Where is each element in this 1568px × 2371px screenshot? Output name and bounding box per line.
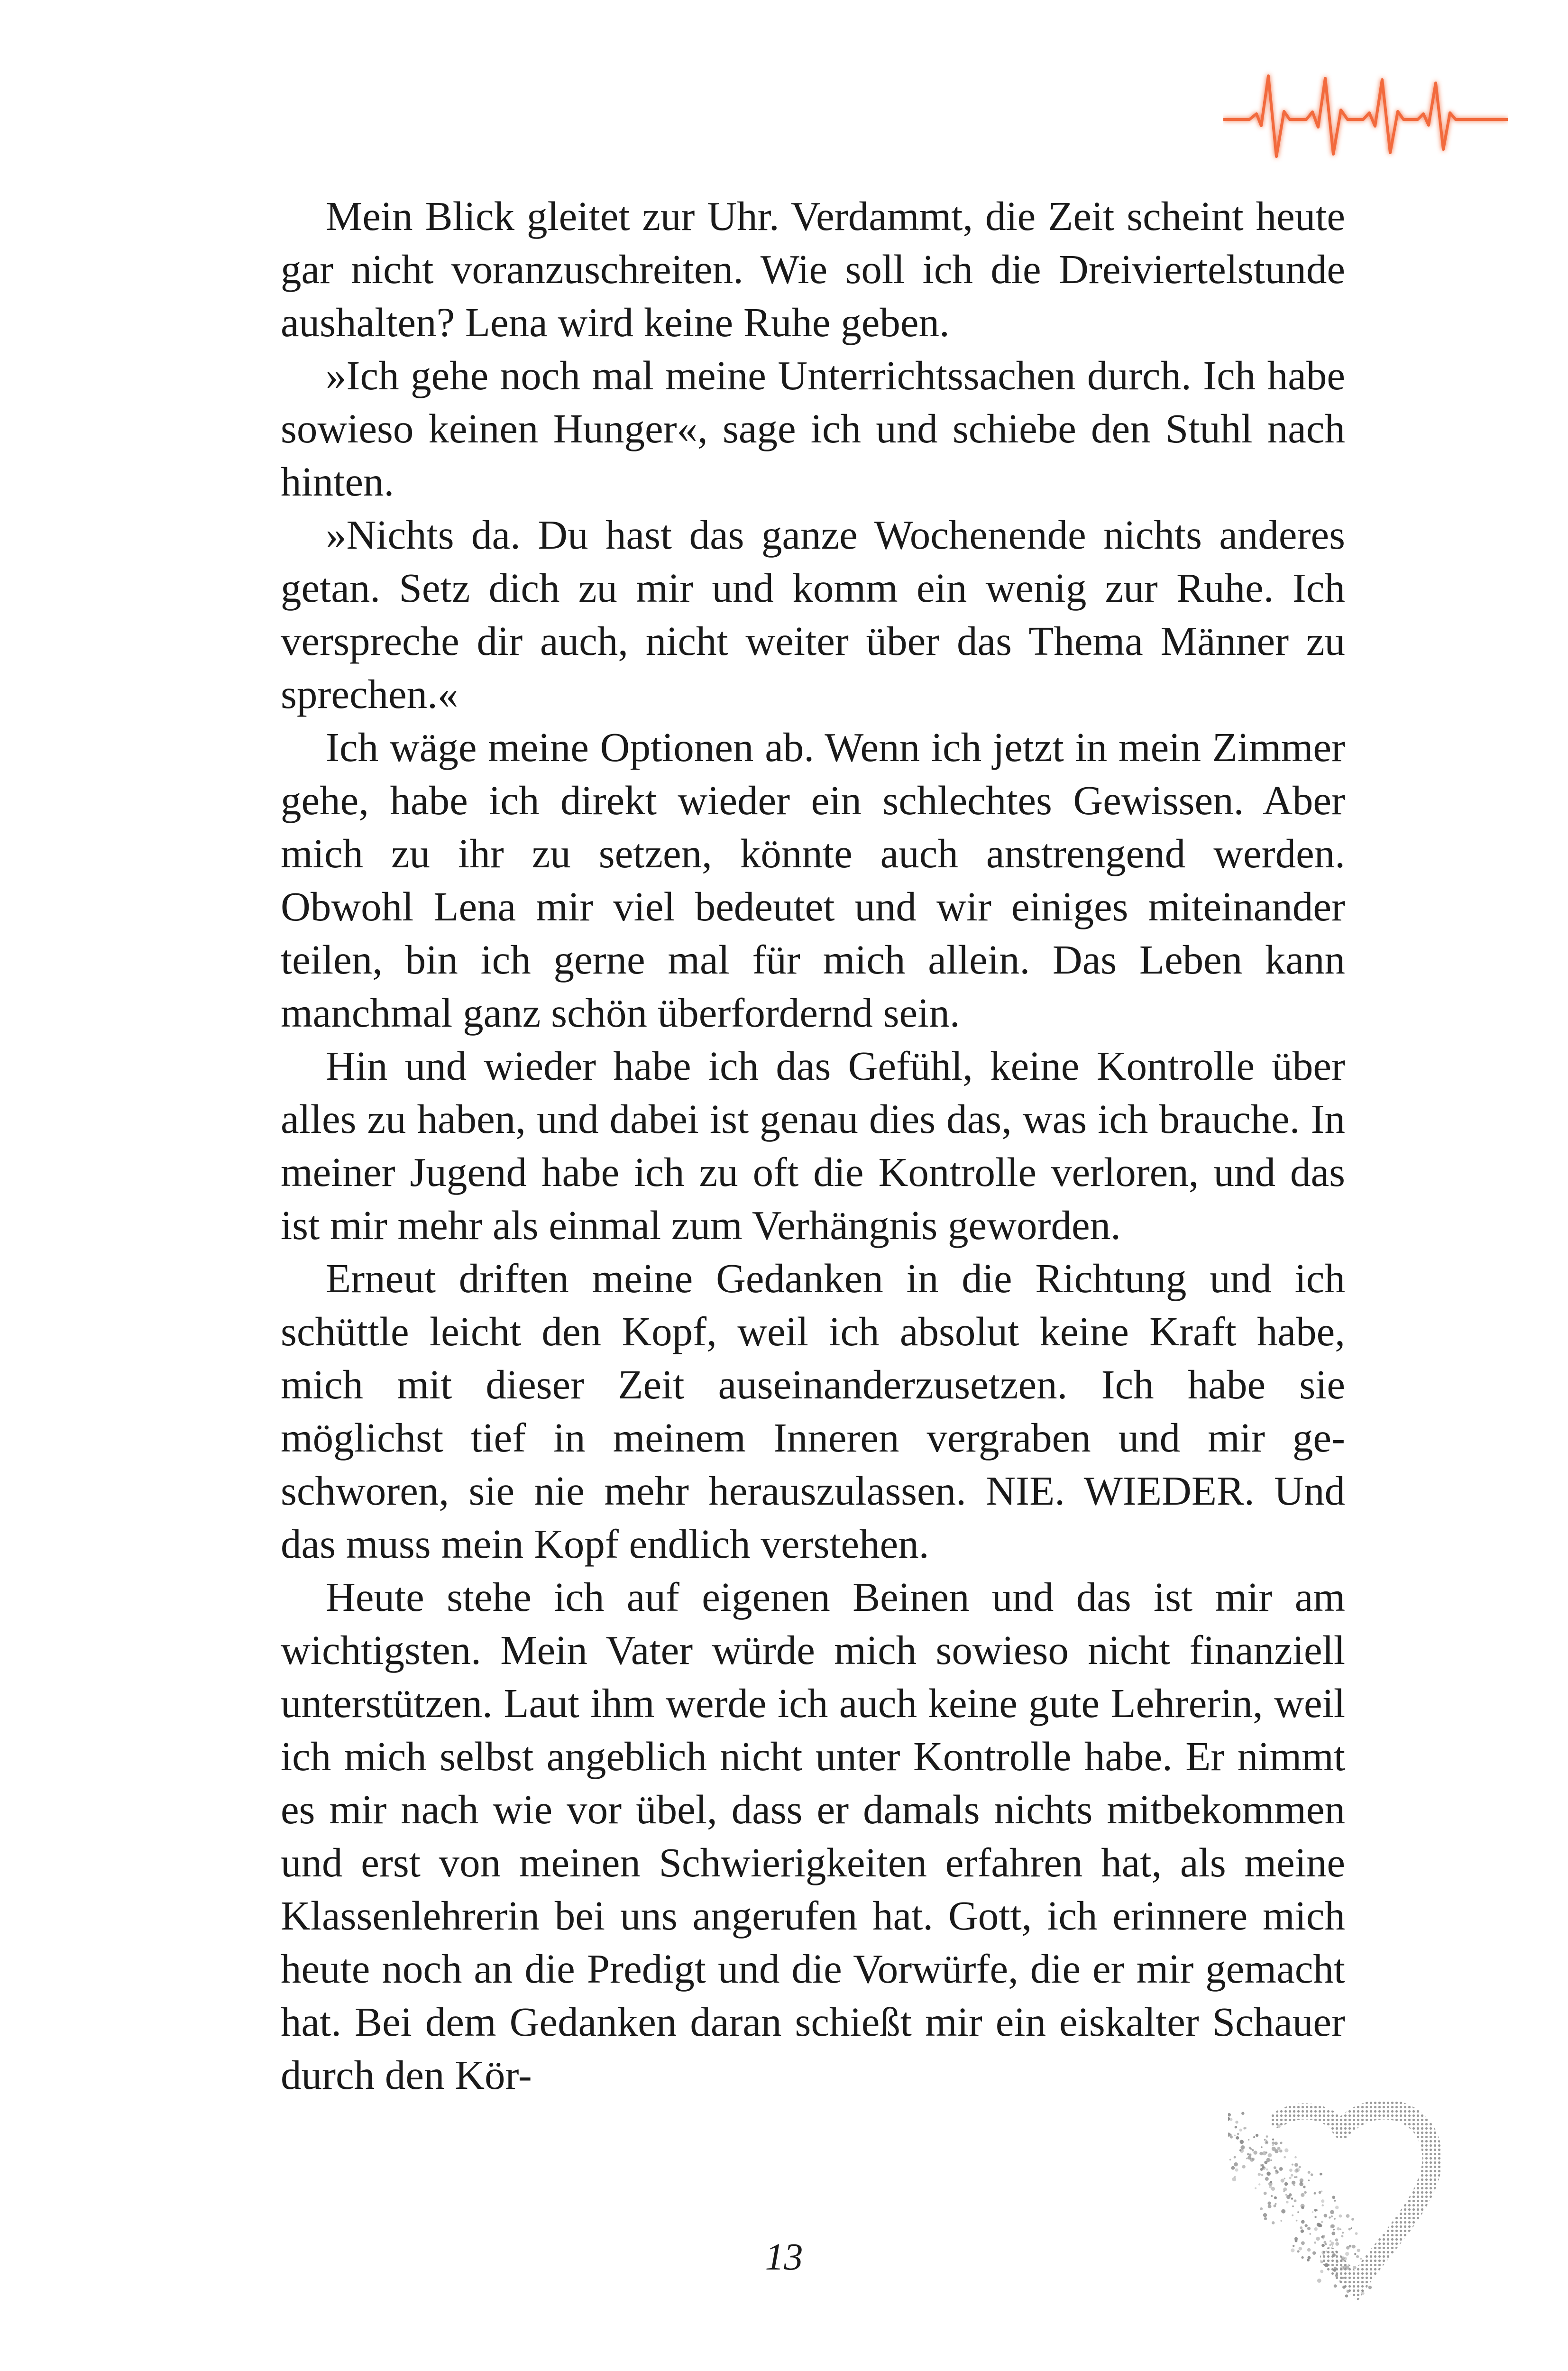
scatter-dot [1264, 2192, 1267, 2195]
scatter-dot [1248, 2139, 1249, 2141]
scatter-dot [1300, 2226, 1302, 2229]
scatter-dot [1296, 2220, 1298, 2222]
scatter-dot [1340, 2228, 1342, 2230]
scatter-dot [1277, 2124, 1281, 2128]
scatter-dot [1332, 2196, 1335, 2199]
scatter-dot [1342, 2286, 1346, 2289]
scatter-dot [1235, 2126, 1238, 2129]
scatter-dot [1275, 2141, 1278, 2145]
scatter-dot [1261, 2146, 1263, 2148]
scatter-dot [1261, 2164, 1264, 2167]
scatter-dot [1296, 2168, 1300, 2172]
scatter-dot [1280, 2141, 1283, 2144]
heartbeat-line-icon [1223, 66, 1508, 166]
scatter-dot [1234, 2156, 1236, 2159]
scatter-dot [1342, 2232, 1344, 2233]
scatter-dot [1235, 2121, 1238, 2123]
scatter-dot [1355, 2232, 1358, 2235]
scatter-dot [1264, 2217, 1267, 2220]
scatter-dot [1266, 2158, 1271, 2162]
scatter-dot [1256, 2134, 1257, 2136]
paragraph: Erneut driften meine Gedanken in die Richtung und ich schüttle leicht den Kopf, weil ich absolut keine Kraft habe, mich mit dieser Zeit auseinanderzusetzen. Ich habe sie möglichst tief in meinem Inneren vergraben und mir geschworen, sie nie mehr herauszulassen. NIE. WIEDER. Und das muss mein Kopf endlich verstehen. [281, 1255, 1345, 1567]
paragraph: »Ich gehe noch mal meine Unterrichtssachen durch. Ich habe sowieso keinen Hunger«, sage ich und schiebe den Stuhl nach hinten. [281, 352, 1345, 505]
scatter-dot [1249, 2153, 1252, 2156]
scatter-dot [1321, 2221, 1323, 2223]
scatter-dot [1266, 2135, 1268, 2138]
scatter-dot [1266, 2172, 1271, 2176]
scatter-dot [1319, 2224, 1322, 2227]
scatter-dot [1264, 2139, 1266, 2141]
scatter-dot [1314, 2227, 1318, 2231]
scatter-dot [1239, 2129, 1242, 2132]
paragraph: Hin und wieder habe ich das Gefühl, keine Kontrolle über alles zu haben, und dabei ist genau dies das, was ich brauche. In meiner Jugend habe ich zu oft die Kontrolle verloren, und das ist mir mehr als einmal zum Verhängnis geworden. [281, 1043, 1345, 1248]
scatter-dot [1292, 2181, 1295, 2185]
scatter-dot [1301, 2229, 1304, 2233]
scatter-dot [1335, 2206, 1339, 2209]
scatter-dot [1266, 2169, 1268, 2171]
scatter-dot [1368, 2286, 1372, 2289]
scatter-dot [1280, 2220, 1282, 2222]
scatter-dot [1285, 2184, 1287, 2186]
scatter-dot [1330, 2210, 1334, 2215]
scatter-dot [1347, 2290, 1350, 2293]
scatter-dot [1255, 2187, 1256, 2189]
scatter-dot [1229, 2159, 1231, 2161]
scatter-dot [1351, 2218, 1354, 2221]
scatter-dot [1266, 2140, 1267, 2141]
scatter-dot [1240, 2145, 1245, 2150]
scatter-dot [1258, 2183, 1260, 2185]
scatter-dot [1253, 2136, 1255, 2138]
scatter-dot [1301, 2193, 1304, 2197]
scatter-dot [1294, 2156, 1297, 2159]
scatter-dot [1266, 2141, 1268, 2143]
scatter-dot [1271, 2187, 1275, 2191]
scatter-dot [1301, 2206, 1304, 2209]
scatter-dot [1334, 2200, 1336, 2202]
scatter-dot [1292, 2215, 1293, 2216]
scatter-dot [1272, 2147, 1276, 2151]
scatter-dot [1285, 2194, 1287, 2196]
scatter-dot [1270, 2160, 1272, 2161]
scatter-dot [1274, 2166, 1276, 2169]
scatter-dot [1317, 2279, 1321, 2283]
scatter-dot [1339, 2215, 1342, 2218]
scatter-dot [1308, 2171, 1311, 2174]
scatter-dot [1334, 2284, 1337, 2288]
scatter-dot [1265, 2177, 1269, 2181]
scatter-dot [1268, 2205, 1272, 2208]
scatter-dot [1292, 2164, 1293, 2166]
scatter-dot [1283, 2190, 1285, 2192]
scatter-dot [1311, 2173, 1313, 2176]
scatter-dot [1280, 2168, 1283, 2170]
scatter-dot [1271, 2195, 1273, 2197]
scatter-dot [1268, 2153, 1272, 2158]
body-text [281, 190, 1345, 2102]
scatter-dot [1351, 2227, 1352, 2229]
scatter-dot [1234, 2162, 1238, 2167]
scatter-dot [1252, 2149, 1254, 2151]
scatter-dot [1297, 2211, 1299, 2213]
scatter-dot [1262, 2151, 1266, 2155]
scatter-dot [1230, 2118, 1233, 2121]
scatter-dot [1312, 2211, 1314, 2213]
scatter-dot [1274, 2196, 1277, 2199]
scatter-dot [1239, 2149, 1242, 2151]
scatter-dot [1274, 2205, 1276, 2207]
scatter-dot [1334, 2218, 1336, 2220]
scatter-dot [1277, 2147, 1281, 2150]
scatter-dot [1346, 2214, 1350, 2218]
scatter-dot [1331, 2232, 1335, 2235]
scatter-dot [1241, 2112, 1244, 2115]
scatter-dot [1240, 2140, 1244, 2144]
scatter-dot [1267, 2202, 1271, 2205]
scatter-dot [1260, 2207, 1263, 2210]
page-number: 13 [765, 2236, 803, 2278]
scatter-dot [1247, 2156, 1251, 2160]
scatter-dot [1319, 2191, 1321, 2194]
scatter-dot [1231, 2166, 1235, 2170]
scatter-dot [1270, 2181, 1272, 2183]
scatter-dot [1305, 2224, 1308, 2227]
paragraph: Mein Blick gleitet zur Uhr. Verdammt, die Zeit scheint heute gar nicht voranzuschreiten. Wie soll ich die Dreiviertelstunde aushalten? Lena wird keine Ruhe geben. [281, 193, 1345, 345]
paragraph: »Nichts da. Du hast das ganze Wochenende nichts anderes getan. Setz dich zu mir und komm ein wenig zur Ruhe. Ich verspreche dir auch, nicht weiter über das Thema Männer zu sprechen.« [281, 512, 1345, 717]
scatter-dot [1289, 2193, 1292, 2196]
scatter-dot [1272, 2145, 1274, 2146]
scatter-dot [1289, 2177, 1292, 2179]
scatter-dot [1263, 2213, 1267, 2217]
scatter-dot [1275, 2171, 1278, 2174]
paragraph: Ich wäge meine Optionen ab. Wenn ich jetzt in mein Zimmer gehe, habe ich direkt wieder ein schlechtes Gewissen. Aber mich zu ihr zu setzen, könnte auch anstrengend werden. Obwohl Lena mir viel bedeutet und wir einiges miteinander teilen, bin ich gerne mal für mich allein. Das Leben kann manchmal ganz schön überfordernd sein. [281, 724, 1345, 1036]
scatter-dot [1310, 2233, 1311, 2234]
scatter-dot [1339, 2280, 1342, 2283]
scatter-dot [1242, 2165, 1245, 2169]
scatter-dot [1234, 2135, 1236, 2136]
scatter-dot [1299, 2166, 1301, 2169]
scatter-dot [1249, 2147, 1251, 2149]
scatter-dot [1237, 2133, 1239, 2135]
scatter-dot [1284, 2148, 1288, 2152]
scatter-dot [1253, 2150, 1257, 2154]
scatter-dot [1314, 2192, 1316, 2195]
scatter-dot [1235, 2169, 1238, 2172]
scatter-dot [1246, 2158, 1247, 2159]
scatter-dot [1294, 2199, 1297, 2202]
scatter-dot [1314, 2216, 1317, 2218]
scatter-dot [1301, 2220, 1305, 2224]
scatter-dot [1294, 2163, 1298, 2167]
scatter-dot [1345, 2295, 1348, 2297]
scatter-dot [1228, 2117, 1230, 2121]
heartbeat-path [1223, 76, 1508, 156]
scatter-dot [1284, 2178, 1285, 2179]
scatter-dot [1321, 2199, 1324, 2203]
scatter-dot [1337, 2227, 1340, 2231]
scatter-dot [1304, 2191, 1307, 2194]
scatter-dot [1234, 2176, 1236, 2178]
scatter-dot [1307, 2227, 1311, 2230]
scatter-dot [1324, 2214, 1328, 2218]
scatter-dot [1252, 2158, 1255, 2160]
scatter-dot [1230, 2136, 1233, 2139]
scatter-dot [1316, 2209, 1318, 2211]
scatter-dot [1294, 2176, 1296, 2178]
scatter-dot [1272, 2221, 1275, 2224]
paragraph: Heute stehe ich auf eigenen Beinen und das ist mir am wichtigsten. Mein Vater würde mich sowieso nicht finanziell unterstützen. Laut ihm werde ich auch keine gute Lehrerin, weil ich mich selbst angeblich nicht unter Kontrolle habe. Er nimmt es mir nach wie vor übel, dass er damals nichts mitbekommen und erst von meinen Schwierigkeiten erfahren hat, als meine Klassenlehrerin bei uns angerufen hat. Gott, ich erinnere mich heute noch an die Predigt und die Vorwürfe, die er mir gemacht hat. Bei dem Gedanken daran schießt mir ein eiskalter Schauer durch den Kör- [281, 1574, 1345, 2098]
scatter-dot [1320, 2173, 1322, 2176]
scatter-dot [1308, 2179, 1310, 2181]
scatter-dot [1300, 2181, 1302, 2184]
scatter-dot [1331, 2224, 1335, 2228]
scatter-dot [1272, 2141, 1275, 2144]
scatter-dot [1333, 2229, 1335, 2231]
scatter-dot [1291, 2197, 1293, 2200]
scatter-dot [1292, 2206, 1294, 2207]
scatter-dot [1258, 2173, 1261, 2176]
scatter-dot [1348, 2228, 1351, 2230]
scatter-dot [1244, 2127, 1247, 2129]
scatter-dot [1321, 2204, 1324, 2206]
scatter-dot [1289, 2169, 1293, 2172]
scatter-dot [1272, 2139, 1274, 2141]
scatter-dot [1228, 2113, 1231, 2116]
scatter-dot [1260, 2168, 1263, 2171]
scatter-dot [1232, 2177, 1236, 2181]
scatter-dot [1281, 2209, 1285, 2214]
scatter-dot [1361, 2292, 1365, 2295]
scatter-dot [1291, 2174, 1293, 2177]
scatter-dot [1279, 2150, 1283, 2153]
scatter-dot [1281, 2179, 1284, 2183]
scatter-dot [1331, 2215, 1333, 2217]
scatter-dot [1329, 2216, 1331, 2219]
scatter-dot [1293, 2185, 1295, 2187]
scatter-dot [1284, 2156, 1286, 2159]
scatter-dot [1236, 2136, 1239, 2140]
scatter-dot [1303, 2186, 1305, 2188]
scatter-dot [1286, 2201, 1289, 2204]
scatter-dot [1261, 2174, 1264, 2176]
